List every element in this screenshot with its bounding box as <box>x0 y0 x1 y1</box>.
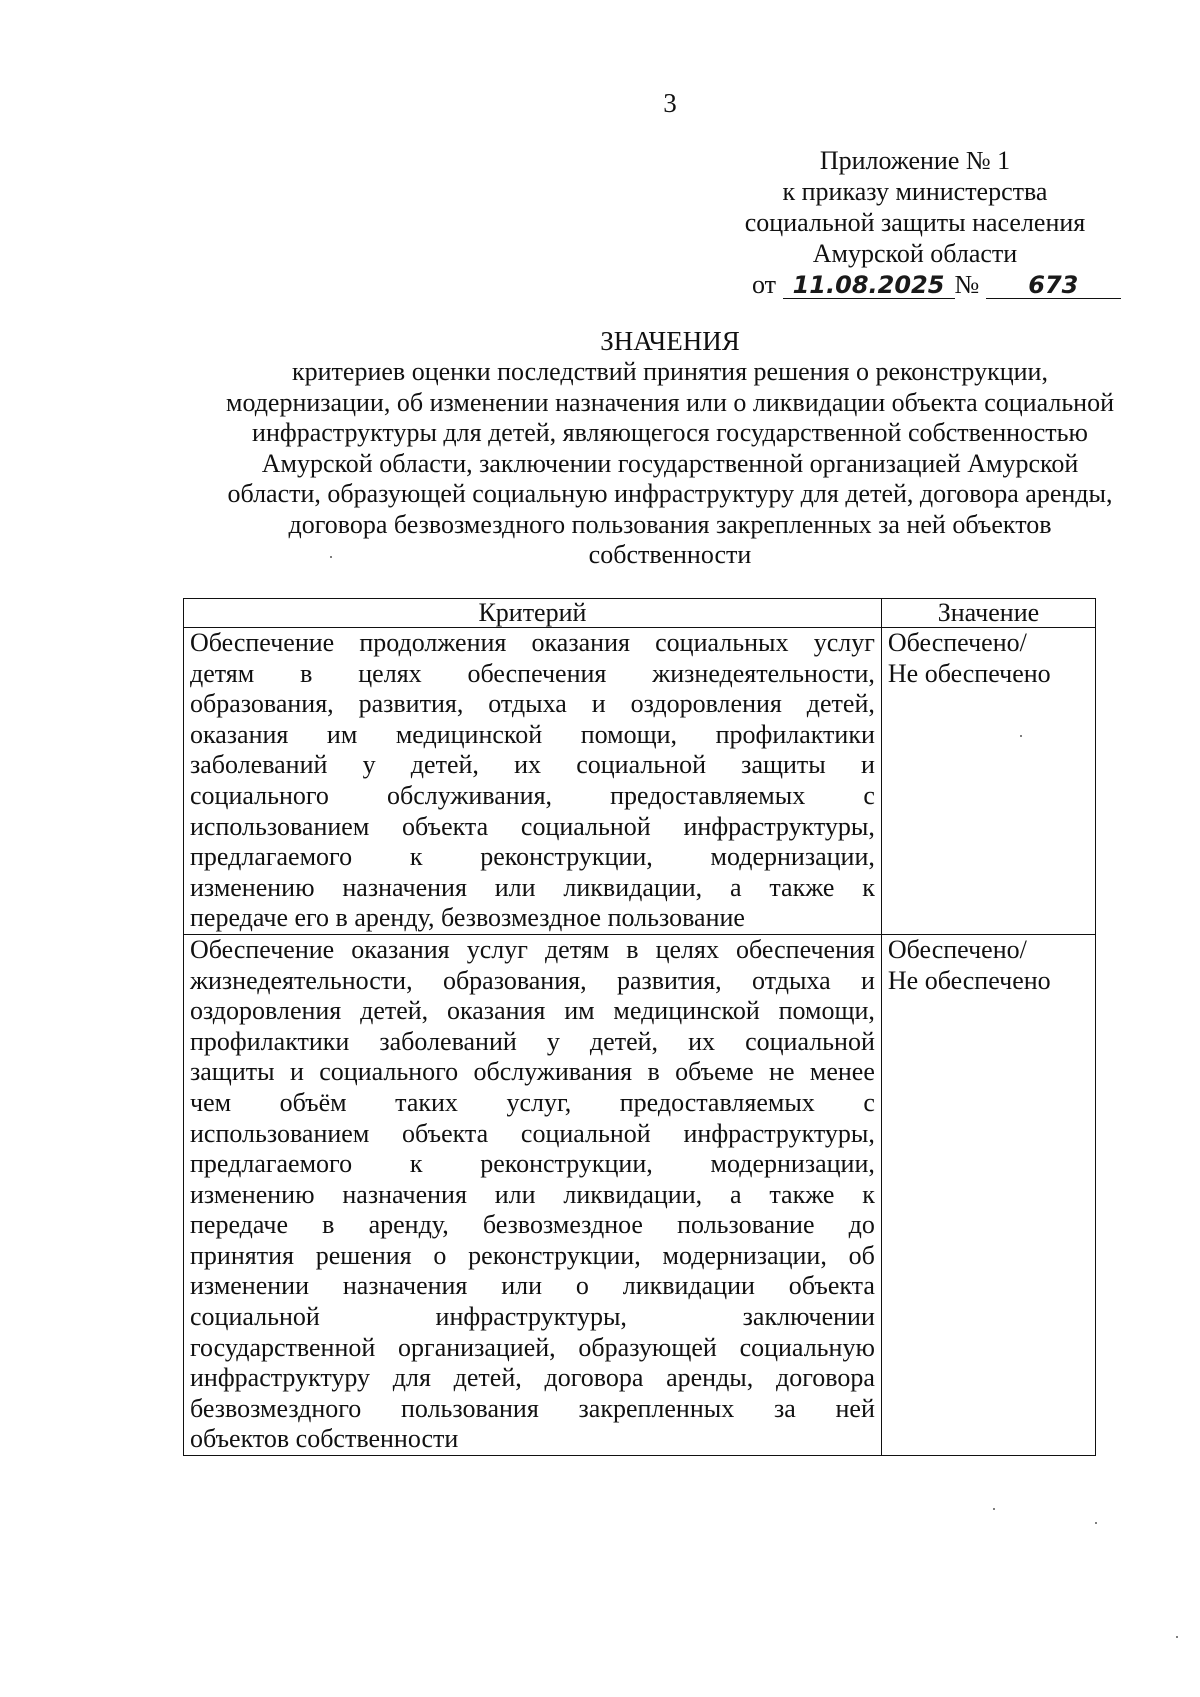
value-cell <box>881 934 1095 1455</box>
handwritten-date: 11.08.2025 <box>783 272 955 299</box>
criteria-table <box>183 598 1096 1456</box>
table-header-row <box>184 599 1096 628</box>
number-sign: № <box>954 270 980 299</box>
subtitle-line: модернизации, об изменении назначения или о ликвидации объекта социальной <box>225 387 1115 417</box>
table-row <box>184 934 1096 1455</box>
criterion-line: принятия решения о реконструкции, модернизации, об <box>190 1240 875 1270</box>
order-date-number-line <box>720 269 1110 300</box>
value-line: Не обеспечено <box>887 658 1051 688</box>
subtitle-line: договора безвозмездного пользования закрепленных за ней объектов <box>288 509 1052 539</box>
subtitle-line: инфраструктуры для детей, являющегося государственной собственностью <box>252 418 1088 447</box>
appendix-line: социальной защиты населения <box>744 208 1086 237</box>
appendix-line: к приказу министерства <box>782 177 1048 206</box>
criterion-line: передаче его в аренду, безвозмездное пользование <box>190 903 745 933</box>
criterion-cell <box>184 628 882 935</box>
criterion-cell <box>184 934 882 1455</box>
document-title: ЗНАЧЕНИЯ <box>600 326 740 356</box>
criterion-line: безвозмездного пользования закрепленных за ней <box>190 1393 875 1423</box>
criterion-line: изменении назначения или о ликвидации объекта <box>190 1271 875 1301</box>
value-line: Не обеспечено <box>887 965 1051 995</box>
criterion-line: предлагаемого к реконструкции, модернизации, <box>190 842 875 872</box>
criterion-text <box>190 935 875 1455</box>
criterion-line: заболеваний у детей, их социальной защиты и <box>190 750 875 780</box>
scan-speck <box>993 1508 995 1510</box>
criterion-line: использованием объекта социальной инфраструктуры, <box>190 811 875 841</box>
document-subtitle <box>190 357 1150 571</box>
criterion-line: социальной инфраструктуры, заключении <box>190 1302 875 1332</box>
appendix-line: Амурской области <box>812 239 1018 268</box>
subtitle-line: области, образующей социальную инфраструктуру для детей, договора аренды, <box>227 479 1113 508</box>
criterion-line: защиты и социального обслуживания в объеме не менее <box>190 1057 875 1087</box>
criterion-line: образования, развития, отдыха и оздоровления детей, <box>190 689 875 719</box>
criterion-line: чем объём таких услуг, предоставляемых с <box>190 1087 875 1117</box>
subtitle-line: Амурской области, заключении государственной организацией Амурской <box>261 448 1079 478</box>
appendix-line: Приложение № 1 <box>819 146 1011 175</box>
criterion-line: жизнедеятельности, образования, развития, отдыха и <box>190 965 875 995</box>
subtitle-line: собственности <box>588 540 752 569</box>
criterion-line: оказания им медицинской помощи, профилактики <box>190 719 875 749</box>
appendix-block <box>720 145 1110 300</box>
criterion-line: инфраструктуру для детей, договора аренды, договора <box>190 1363 875 1393</box>
value-cell <box>881 628 1095 935</box>
criterion-line: оздоровления детей, оказания им медицинской помощи, <box>190 996 875 1026</box>
scan-speck <box>330 556 332 558</box>
criterion-text <box>190 628 875 934</box>
criterion-line: передаче в аренду, безвозмездное пользование до <box>190 1210 875 1240</box>
scan-speck <box>1095 1522 1097 1524</box>
criterion-line: использованием объекта социальной инфраструктуры, <box>190 1118 875 1148</box>
value-line: Обеспечено/ <box>887 628 1027 657</box>
scan-speck <box>1020 735 1022 737</box>
criterion-line: предлагаемого к реконструкции, модернизации, <box>190 1149 875 1179</box>
criterion-line: социального обслуживания, предоставляемых с <box>190 780 875 810</box>
criterion-line: изменению назначения или ликвидации, а также к <box>190 1179 875 1209</box>
criterion-line: профилактики заболеваний у детей, их социальной <box>190 1026 875 1056</box>
page-number: 3 <box>663 88 677 118</box>
value-line: Обеспечено/ <box>887 934 1027 964</box>
criterion-line: детям в целях обеспечения жизнедеятельности, <box>190 658 875 688</box>
handwritten-order-number: 673 <box>986 272 1121 299</box>
criterion-line: Обеспечение оказания услуг детям в целях обеспечения <box>190 934 875 964</box>
criterion-line: изменению назначения или ликвидации, а также к <box>190 872 875 902</box>
criterion-line: государственной организацией, образующей социальную <box>190 1332 875 1362</box>
scan-speck <box>1176 1636 1178 1638</box>
date-prefix: от <box>752 270 777 299</box>
table-row <box>184 628 1096 935</box>
criterion-line: Обеспечение продолжения оказания социальных услуг <box>190 628 875 657</box>
header-value: Значение <box>881 599 1095 628</box>
criterion-line: объектов собственности <box>190 1424 459 1454</box>
header-criterion: Критерий <box>184 599 882 628</box>
subtitle-line: критериев оценки последствий принятия решения о реконструкции, <box>292 357 1048 386</box>
